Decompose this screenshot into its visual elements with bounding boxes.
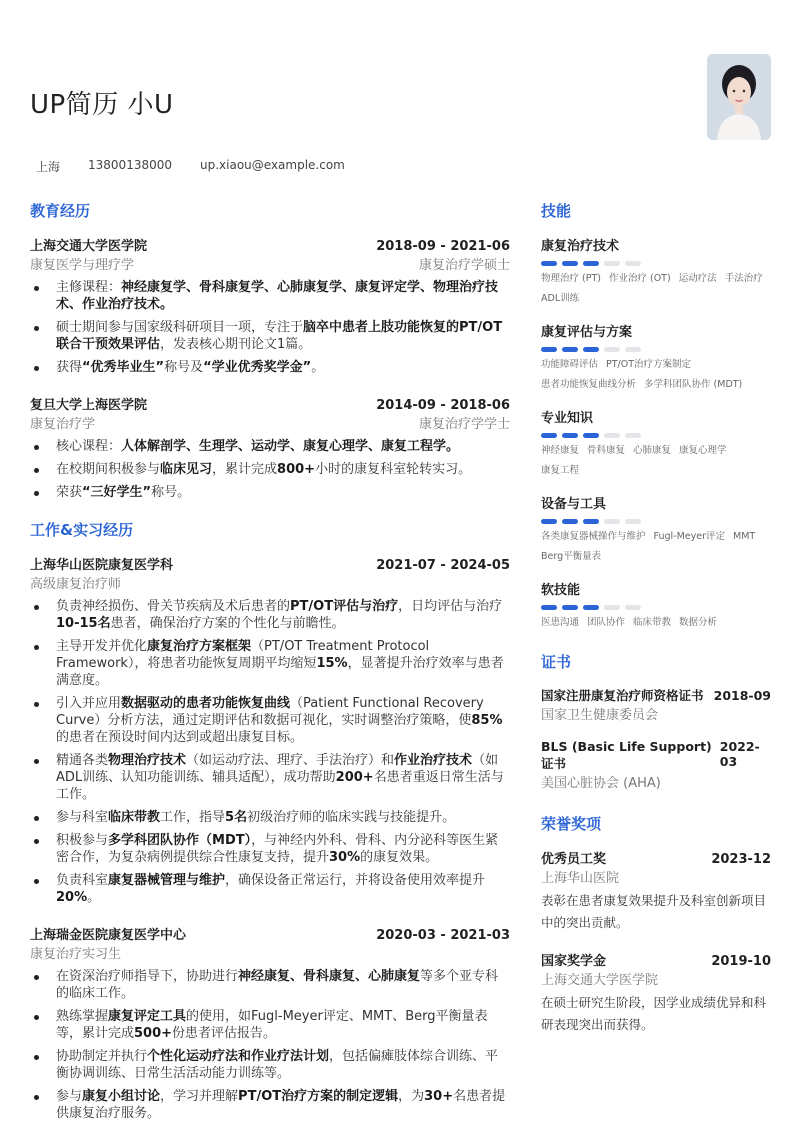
bullet-emphasis: 800+ <box>277 462 316 477</box>
bullet-item <box>56 752 510 803</box>
entry-subtitle: 康复治疗学 <box>30 417 96 432</box>
level-dot <box>625 519 641 524</box>
entry-title: 上海瑞金医院康复医学中心 <box>30 928 187 943</box>
bullet-emphasis: 脑卒中患者上肢功能恢复的PT/OT联合干预效果评估 <box>56 320 503 352</box>
cert-date: 2018-09 <box>713 688 771 703</box>
skill-tag: Fugl-Meyer评定 <box>653 531 725 542</box>
skill-item <box>541 235 771 307</box>
entry-header <box>30 394 510 413</box>
bullet-emphasis: 15% <box>316 656 348 671</box>
bullet-text: 负责神经损伤、骨关节疾病及术后患者的 <box>56 599 291 614</box>
cert-issuer: 国家卫生健康委员会 <box>541 708 659 723</box>
bullet-emphasis: “三好学生” <box>82 485 152 500</box>
bullet-emphasis: 85% <box>471 713 503 728</box>
award-date: 2019-10 <box>711 954 771 969</box>
cert-header <box>541 686 771 704</box>
bullet-text: 在资深治疗师指导下，协助进行 <box>56 969 239 984</box>
level-dot <box>604 605 620 610</box>
skill-name: 设备与工具 <box>541 497 607 512</box>
bullet-text: 精通各类 <box>56 753 109 768</box>
skill-tag: 团队协作 <box>587 617 626 628</box>
level-dot <box>562 347 578 352</box>
award-header <box>541 848 771 867</box>
bullet-item <box>56 832 510 866</box>
skill-level-indicator <box>541 261 771 266</box>
bullet-emphasis: 20% <box>56 890 88 905</box>
entry-header <box>30 924 510 943</box>
bullet-text: 工作，指导 <box>160 810 226 825</box>
skill-tag: 运动疗法 <box>678 273 717 284</box>
bullet-text: 患者，确保治疗方案的个性化与前瞻性。 <box>110 616 345 631</box>
skill-tags <box>541 529 771 565</box>
bullet-text: 协助制定并执行 <box>56 1049 148 1064</box>
bullet-emphasis: 物理治疗技术 <box>108 753 187 768</box>
education-section <box>30 200 510 501</box>
entry-header <box>30 235 510 254</box>
level-dot <box>583 519 599 524</box>
bullet-item <box>56 598 510 632</box>
skill-tag: 骨科康复 <box>587 445 626 456</box>
skill-tag: 作业治疗 (OT) <box>608 273 671 284</box>
bullet-item <box>56 319 510 353</box>
cert-date: 2022-03 <box>719 739 760 769</box>
skill-level-indicator <box>541 433 771 438</box>
bullet-emphasis: 康复治疗方案框架 <box>147 639 252 654</box>
bullet-emphasis: “学业优秀奖学金” <box>203 360 312 375</box>
entry-date: 2018-09 - 2021-06 <box>376 239 510 254</box>
bullet-text: ，学习并理解 <box>160 1089 239 1104</box>
bullet-text: ，包括偏瘫肢体综合训练、平衡协调训练、日常生活活动能力训练等。 <box>56 1049 499 1081</box>
resume-name: UP简历 小U <box>30 90 174 120</box>
bullet-emphasis: 临床见习 <box>160 462 213 477</box>
bullet-emphasis: 人体解剖学、生理学、运动学、康复心理学、康复工程学。 <box>121 439 460 454</box>
bullet-text: ，日均评估与治疗 <box>398 599 503 614</box>
level-dot <box>562 261 578 266</box>
cert-name: 国家注册康复治疗师资格证书 <box>541 688 704 703</box>
level-dot <box>562 605 578 610</box>
bullet-emphasis: 作业治疗技术 <box>394 753 473 768</box>
skill-level-indicator <box>541 605 771 610</box>
entry <box>30 394 510 501</box>
skill-tag: 多学科团队协作 (MDT) <box>644 379 743 390</box>
awards-section <box>541 813 771 1036</box>
bullet-item <box>56 1048 510 1082</box>
bullet-item <box>56 484 510 501</box>
bullet-text: （PT/OT Treatment Protocol Framework），将患者功能恢复周期平均缩短 <box>56 639 430 671</box>
bullet-text: （Patient Functional Recovery Curve）分析方法，通过定期评估和数据可视化，实时调整治疗策略，使 <box>56 696 484 728</box>
work-section <box>30 519 510 1122</box>
bullet-item <box>56 359 510 376</box>
bullet-text: ，累计完成 <box>212 462 278 477</box>
entry-degree: 康复治疗学硕士 <box>418 258 510 273</box>
bullet-text: 熟练掌握 <box>56 1009 109 1024</box>
skill-tag: ADL训练 <box>541 293 580 304</box>
left-column <box>30 200 510 1140</box>
bullet-text: 称号。 <box>151 485 191 500</box>
awards-title: 荣誉奖项 <box>541 815 602 833</box>
level-dot <box>604 261 620 266</box>
bullet-emphasis: 数据驱动的患者功能恢复曲线 <box>121 696 291 711</box>
contact-email[interactable]: up.xiaou@example.com <box>200 158 345 172</box>
bullet-emphasis: 神经康复、骨科康复、心肺康复 <box>238 969 421 984</box>
skill-tag: MMT <box>733 531 756 542</box>
entry <box>30 554 510 906</box>
award-header <box>541 950 771 969</box>
skill-tag: 康复工程 <box>541 465 580 476</box>
bullet-text: 的康复效果。 <box>360 850 439 865</box>
bullet-emphasis: “优秀毕业生” <box>82 360 165 375</box>
award-org: 上海华山医院 <box>541 871 620 886</box>
bullet-text: 参与 <box>56 1089 83 1104</box>
skill-tags <box>541 615 771 631</box>
bullet-text: 获得 <box>56 360 83 375</box>
bullet-text: 核心课程： <box>56 439 122 454</box>
entry-subtitle: 高级康复治疗师 <box>30 577 122 592</box>
entry-subheader <box>30 943 510 962</box>
cert-name: BLS (Basic Life Support) 证书 <box>541 739 712 771</box>
skill-name: 康复治疗技术 <box>541 239 620 254</box>
skills-title: 技能 <box>541 202 572 220</box>
bullet-text: （如运动疗法、理疗、手法治疗）和 <box>186 753 395 768</box>
bullet-emphasis: 30+ <box>424 1089 454 1104</box>
bullet-emphasis: 多学科团队协作（MDT） <box>108 833 252 848</box>
entry-subtitle: 康复治疗实习生 <box>30 947 122 962</box>
skill-tag: 康复心理学 <box>679 445 727 456</box>
skill-tag: 患者功能恢复曲线分析 <box>541 379 637 390</box>
skill-tag: 心肺康复 <box>633 445 672 456</box>
skill-item <box>541 579 771 631</box>
skill-tag: 医患沟通 <box>541 617 580 628</box>
skill-name: 软技能 <box>541 583 581 598</box>
bullet-item <box>56 438 510 455</box>
bullet-emphasis: 康复器械管理与维护 <box>108 873 226 888</box>
bullet-emphasis: PT/OT评估与治疗 <box>290 599 399 614</box>
bullet-item <box>56 1088 510 1122</box>
bullet-text: 的患者在预设时间内达到或超出康复目标。 <box>56 730 304 745</box>
bullet-text: 称号及 <box>164 360 204 375</box>
skills-section <box>541 200 771 631</box>
level-dot <box>583 347 599 352</box>
bullet-list <box>30 968 510 1122</box>
level-dot <box>562 519 578 524</box>
bullet-text: 主导开发并优化 <box>56 639 148 654</box>
cert-issuer: 美国心脏协会 (AHA) <box>541 776 661 791</box>
level-dot <box>541 605 557 610</box>
skill-level-indicator <box>541 347 771 352</box>
level-dot <box>625 261 641 266</box>
bullet-text: 荣获 <box>56 485 83 500</box>
certs-title: 证书 <box>541 653 572 671</box>
bullet-text: 硕士期间参与国家级科研项目一项，专注于 <box>56 320 304 335</box>
skill-tags <box>541 443 771 479</box>
bullet-text: ，为 <box>398 1089 425 1104</box>
bullet-text: 名患者重返日常生活与工作。 <box>56 770 504 802</box>
award-org: 上海交通大学医学院 <box>541 973 659 988</box>
level-dot <box>604 519 620 524</box>
bullet-text: 引入并应用 <box>56 696 122 711</box>
bullet-text: 初级治疗师的临床实践与技能提升。 <box>247 810 456 825</box>
level-dot <box>583 433 599 438</box>
bullet-text: 主修课程： <box>56 280 122 295</box>
entry <box>30 235 510 376</box>
bullet-text: 等多个亚专科的临床工作。 <box>56 969 499 1001</box>
bullet-text: 名患者提供康复治疗服务。 <box>56 1089 506 1121</box>
bullet-text: 。 <box>311 360 325 375</box>
skill-item <box>541 321 771 393</box>
bullet-item <box>56 872 510 906</box>
skill-tags <box>541 271 771 307</box>
skill-name: 专业知识 <box>541 411 594 426</box>
contact-phone: 13800138000 <box>88 158 172 172</box>
bullet-emphasis: 康复小组讨论 <box>82 1089 161 1104</box>
entry-title: 上海交通大学医学院 <box>30 239 148 254</box>
skill-name: 康复评估与方案 <box>541 325 633 340</box>
skill-tag: 手法治疗 <box>724 273 763 284</box>
bullet-text: ，显著提升治疗效率与患者满意度。 <box>56 656 504 688</box>
bullet-item <box>56 1008 510 1042</box>
entry-subtitle: 康复医学与理疗学 <box>30 258 135 273</box>
entry-subheader <box>30 573 510 592</box>
award-name: 国家奖学金 <box>541 954 607 969</box>
bullet-text: ，确保设备正常运行，并将设备使用效率提升 <box>225 873 486 888</box>
level-dot <box>562 433 578 438</box>
entry-date: 2014-09 - 2018-06 <box>376 398 510 413</box>
award-item <box>541 848 771 934</box>
entry-date: 2020-03 - 2021-03 <box>376 928 510 943</box>
skill-item <box>541 407 771 479</box>
bullet-emphasis: 5名 <box>225 810 248 825</box>
skill-tag: 物理治疗 (PT) <box>541 273 601 284</box>
bullet-list <box>30 598 510 906</box>
award-date: 2023-12 <box>711 852 771 867</box>
bullet-emphasis: 康复评定工具 <box>108 1009 187 1024</box>
bullet-emphasis: 200+ <box>335 770 374 785</box>
skill-tag: 功能障碍评估 <box>541 359 599 370</box>
bullet-emphasis: 10-15名 <box>56 616 111 631</box>
bullet-item <box>56 695 510 746</box>
bullet-emphasis: 500+ <box>134 1026 173 1041</box>
entry-header <box>30 554 510 573</box>
level-dot <box>625 347 641 352</box>
entry-subheader <box>30 254 510 273</box>
bullet-item <box>56 638 510 689</box>
bullet-text: 在校期间积极参与 <box>56 462 161 477</box>
bullet-item <box>56 809 510 826</box>
level-dot <box>625 605 641 610</box>
entry-date: 2021-07 - 2024-05 <box>376 558 510 573</box>
level-dot <box>625 433 641 438</box>
level-dot <box>604 433 620 438</box>
bullet-emphasis: 神经康复学、骨科康复学、心肺康复学、康复评定学、物理治疗技术、作业治疗技术。 <box>56 280 499 312</box>
skill-tag: PT/OT治疗方案制定 <box>606 359 692 370</box>
entry-title: 复旦大学上海医学院 <box>30 398 148 413</box>
entry-subheader <box>30 413 510 432</box>
bullet-text: 份患者评估报告。 <box>172 1026 277 1041</box>
skill-tag: 各类康复器械操作与维护 <box>541 531 646 542</box>
level-dot <box>541 347 557 352</box>
level-dot <box>541 433 557 438</box>
bullet-item <box>56 968 510 1002</box>
contact-row <box>36 158 345 175</box>
award-description: 在硕士研究生阶段，因学业成绩优异和科研表现突出而获得。 <box>541 995 767 1032</box>
bullet-text: 的使用，如Fugl-Meyer评定、MMT、Berg平衡量表等，累计完成 <box>56 1009 488 1041</box>
cert-header <box>541 739 771 772</box>
education-title: 教育经历 <box>30 202 91 220</box>
skill-item <box>541 493 771 565</box>
right-column <box>541 200 771 1052</box>
bullet-list <box>30 279 510 376</box>
certs-section <box>541 651 771 791</box>
bullet-text: ，发表核心期刊论文1篇。 <box>160 337 312 352</box>
skill-tag: 临床带教 <box>633 617 672 628</box>
entry-title: 上海华山医院康复医学科 <box>30 558 174 573</box>
bullet-emphasis: PT/OT治疗方案的制定逻辑 <box>238 1089 399 1104</box>
bullet-text: ，与神经内外科、骨科、内分泌科等医生紧密合作，为复杂病例提供综合性康复支持，提升 <box>56 833 499 865</box>
skill-tag: 神经康复 <box>541 445 580 456</box>
skill-level-indicator <box>541 519 771 524</box>
level-dot <box>604 347 620 352</box>
award-item <box>541 950 771 1036</box>
bullet-emphasis: 30% <box>329 850 361 865</box>
skill-tag: 数据分析 <box>679 617 718 628</box>
bullet-text: 。 <box>87 890 101 905</box>
cert-item <box>541 739 771 791</box>
entry <box>30 924 510 1122</box>
award-description: 表彰在患者康复效果提升及科室创新项目中的突出贡献。 <box>541 893 767 930</box>
level-dot <box>541 261 557 266</box>
level-dot <box>541 519 557 524</box>
bullet-text: 参与科室 <box>56 810 109 825</box>
entry-degree: 康复治疗学学士 <box>418 417 510 432</box>
bullet-item <box>56 461 510 478</box>
skill-tags <box>541 357 771 393</box>
bullet-text: 积极参与 <box>56 833 109 848</box>
bullet-text: （如ADL训练、认知功能训练、辅具适配），成功帮助 <box>56 753 499 785</box>
contact-city: 上海 <box>36 160 61 174</box>
award-name: 优秀员工奖 <box>541 852 607 867</box>
bullet-item <box>56 279 510 313</box>
bullet-emphasis: 个性化运动疗法和作业疗法计划 <box>147 1049 330 1064</box>
work-title: 工作&实习经历 <box>30 521 134 539</box>
skill-tag: Berg平衡量表 <box>541 551 602 562</box>
cert-item <box>541 686 771 723</box>
bullet-emphasis: 临床带教 <box>108 810 161 825</box>
level-dot <box>583 261 599 266</box>
bullet-text: 小时的康复科室轮转实习。 <box>315 462 472 477</box>
bullet-list <box>30 438 510 501</box>
level-dot <box>583 605 599 610</box>
profile-photo <box>707 54 771 140</box>
bullet-text: 负责科室 <box>56 873 109 888</box>
